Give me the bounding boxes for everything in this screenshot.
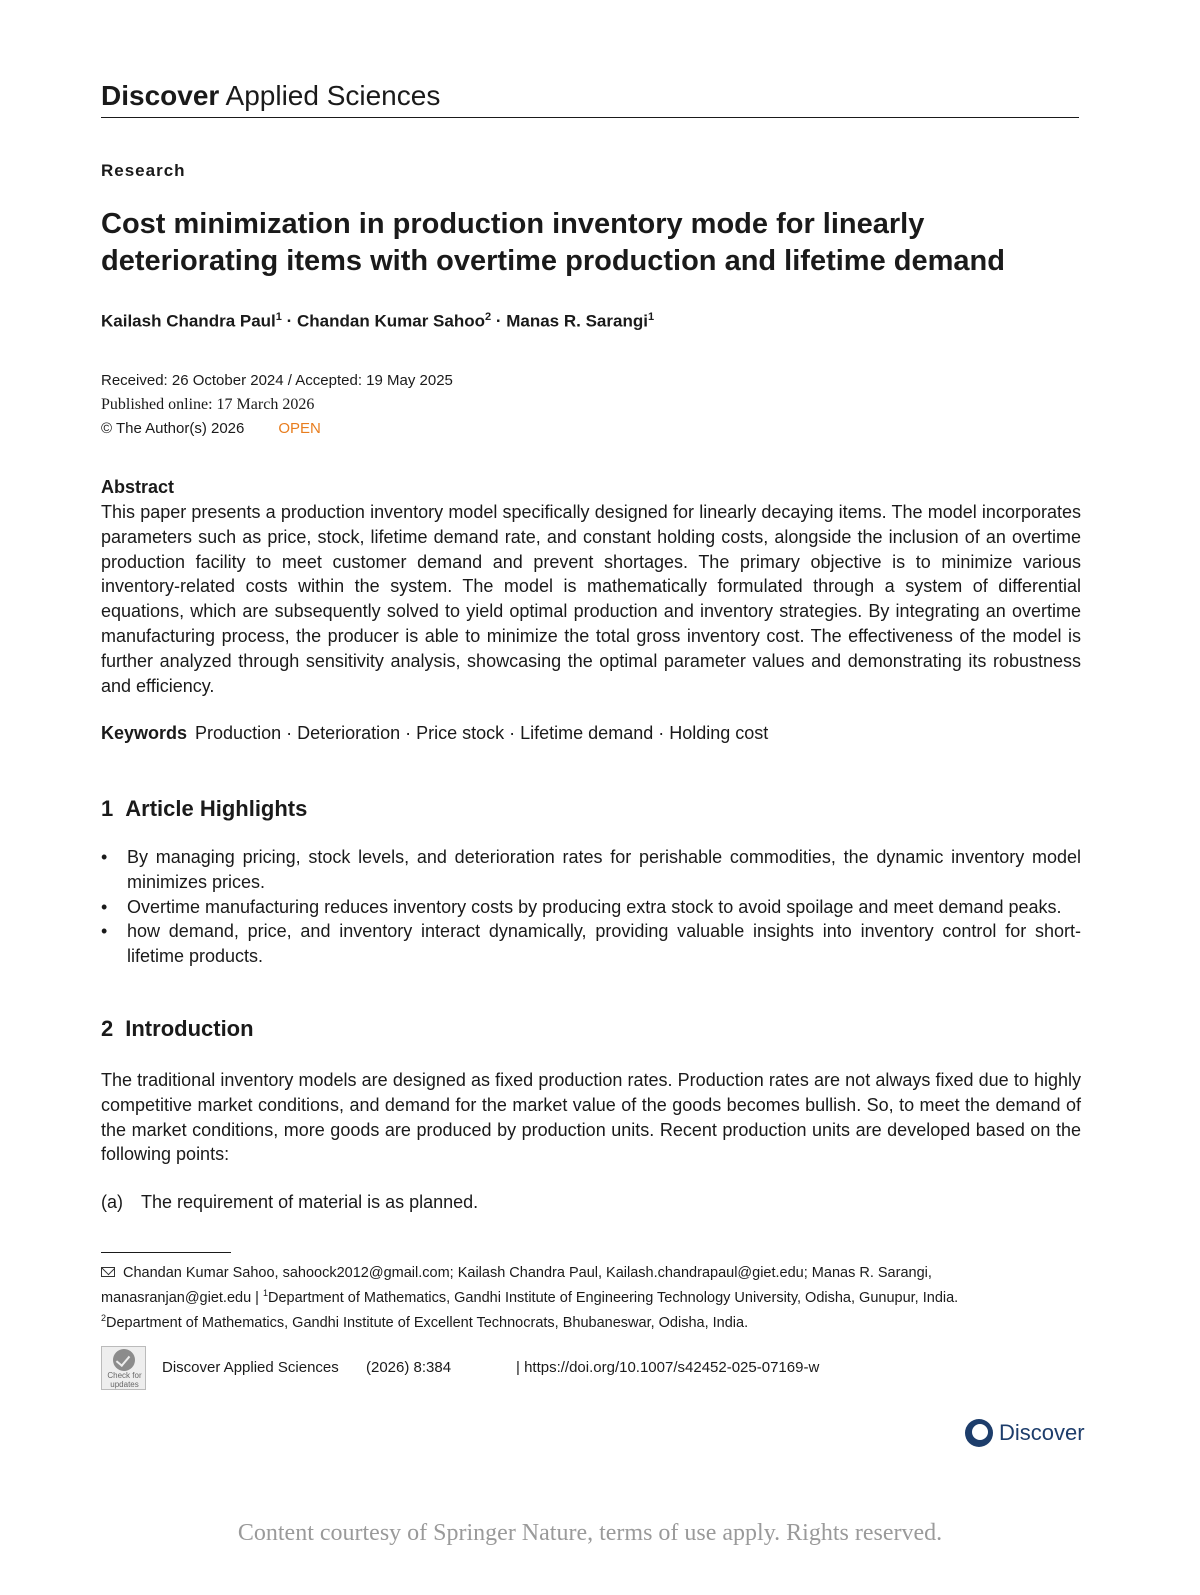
list-item-text: The requirement of material is as planned. xyxy=(141,1192,479,1212)
footnote-divider xyxy=(101,1252,231,1253)
discover-logo xyxy=(965,1419,1085,1447)
affiliation-number: 2 xyxy=(101,1312,107,1323)
abstract-heading: Abstract xyxy=(101,477,175,497)
discover-logo-text: Discover xyxy=(999,1420,1085,1445)
copyright-notice: © The Author(s) 2026 xyxy=(101,420,245,437)
publication-dates xyxy=(101,369,453,441)
keywords-row xyxy=(101,723,768,744)
author-separator: · xyxy=(281,311,298,331)
received-accepted-dates: Received: 26 October 2024 / Accepted: 19 May 2025 xyxy=(101,372,453,389)
abstract-body: This paper presents a production inventory model specifically designed for linearly decaying items. The model incorporates parameters such as price, stock, lifetime demand rate, and constant holding costs, alongside the inclusion of an overtime production facility to meet customer demand and prevent shortages. The primary objective is to minimize various inventory-related costs within the system. The model is mathematically formulated through a system of differential equations, which are subsequently solved to yield optimal production and inventory strategies. By integrating an overtime manufacturing process, the producer is able to minimize the total gross inventory cost. The effectiveness of the model is further analyzed through sensitivity analysis, showcasing the optimal parameter values and demonstrating its robustness and efficiency. xyxy=(101,502,1081,696)
discover-logo-icon xyxy=(965,1419,993,1447)
check-update-icon xyxy=(113,1349,135,1371)
published-online-date: Published online: 17 March 2026 xyxy=(101,396,315,413)
footer-journal-name: Discover Applied Sciences xyxy=(162,1359,339,1376)
author-affiliation-number: 1 xyxy=(275,311,282,323)
check-for-updates-badge[interactable] xyxy=(101,1346,146,1390)
keywords-label: Keywords xyxy=(101,723,188,743)
badge-label: Check for updates xyxy=(107,1371,142,1389)
section-heading-introduction xyxy=(101,1016,254,1042)
copyright-row xyxy=(101,417,453,441)
list-item: • Overtime manufacturing reduces inventory costs by producing extra stock to avoid spoilage and meet demand peaks. xyxy=(101,895,1081,920)
affiliation-2: Department of Mathematics, Gandhi Institute of Excellent Technocrats, Bhubaneswar, Odisha, India. xyxy=(106,1314,749,1331)
list-item: • how demand, price, and inventory interact dynamically, providing valuable insights into inventory control for short-lifetime products. xyxy=(101,919,1081,969)
highlights-list xyxy=(101,845,1081,969)
author-footnote xyxy=(101,1263,1011,1333)
section-title: Introduction xyxy=(125,1016,254,1041)
author-separator: · xyxy=(491,311,507,331)
section-heading-highlights xyxy=(101,796,307,822)
section-title: Article Highlights xyxy=(125,796,308,821)
header-divider xyxy=(101,117,1079,118)
journal-header xyxy=(101,78,440,114)
author-name: Kailash Chandra Paul xyxy=(101,311,276,331)
envelope-icon xyxy=(101,1267,115,1277)
courtesy-watermark: Content courtesy of Springer Nature, terms of use apply. Rights reserved. xyxy=(237,1520,943,1546)
author-name: Chandan Kumar Sahoo xyxy=(297,311,485,331)
article-title: Cost minimization in production inventory mode for linearly deteriorating items with overtime production and lifetime demand xyxy=(101,208,1005,277)
footer-citation: (2026) 8:384 xyxy=(366,1359,452,1376)
introduction-paragraph: The traditional inventory models are designed as fixed production rates. Production rates are not always fixed due to highly competitive market conditions, and demand for the market value of the goods becomes bullish. So, to meet the demand of the market conditions, more goods are produced by production units. Recent production units are developed based on the following points: xyxy=(101,1070,1081,1165)
journal-name-rest: Applied Sciences xyxy=(225,80,441,111)
list-item: • By managing pricing, stock levels, and deterioration rates for perishable commodities, the dynamic inventory model minimizes prices. xyxy=(101,845,1081,895)
affiliation-number: 1 xyxy=(262,1288,268,1298)
author-list xyxy=(101,311,654,332)
footnote-contacts: Chandan Kumar Sahoo, sahoock2012@gmail.com; Kailash Chandra Paul, Kailash.chandrapaul@giet.edu; Manas R. Sarangi, manasranjan@giet.edu | xyxy=(101,1265,932,1306)
author-affiliation-number: 1 xyxy=(647,311,655,323)
author-name: Manas R. Sarangi xyxy=(506,311,648,331)
introduction-list-item xyxy=(101,1192,478,1213)
keywords-list: Production · Deterioration · Price stock · Lifetime demand · Holding cost xyxy=(195,723,769,743)
article-type-label: Research xyxy=(101,161,186,180)
journal-name-bold: Discover xyxy=(101,80,220,111)
list-marker: (a) xyxy=(101,1192,123,1212)
author-affiliation-number: 2 xyxy=(484,311,492,323)
section-number: 2 xyxy=(101,1016,114,1041)
section-number: 1 xyxy=(101,796,114,821)
footer-doi-link[interactable]: | https://doi.org/10.1007/s42452-025-07169-w xyxy=(516,1359,820,1376)
affiliation-1: Department of Mathematics, Gandhi Institute of Engineering Technology University, Odisha, Gunupur, India. xyxy=(268,1289,959,1306)
open-access-label: OPEN xyxy=(278,420,321,437)
